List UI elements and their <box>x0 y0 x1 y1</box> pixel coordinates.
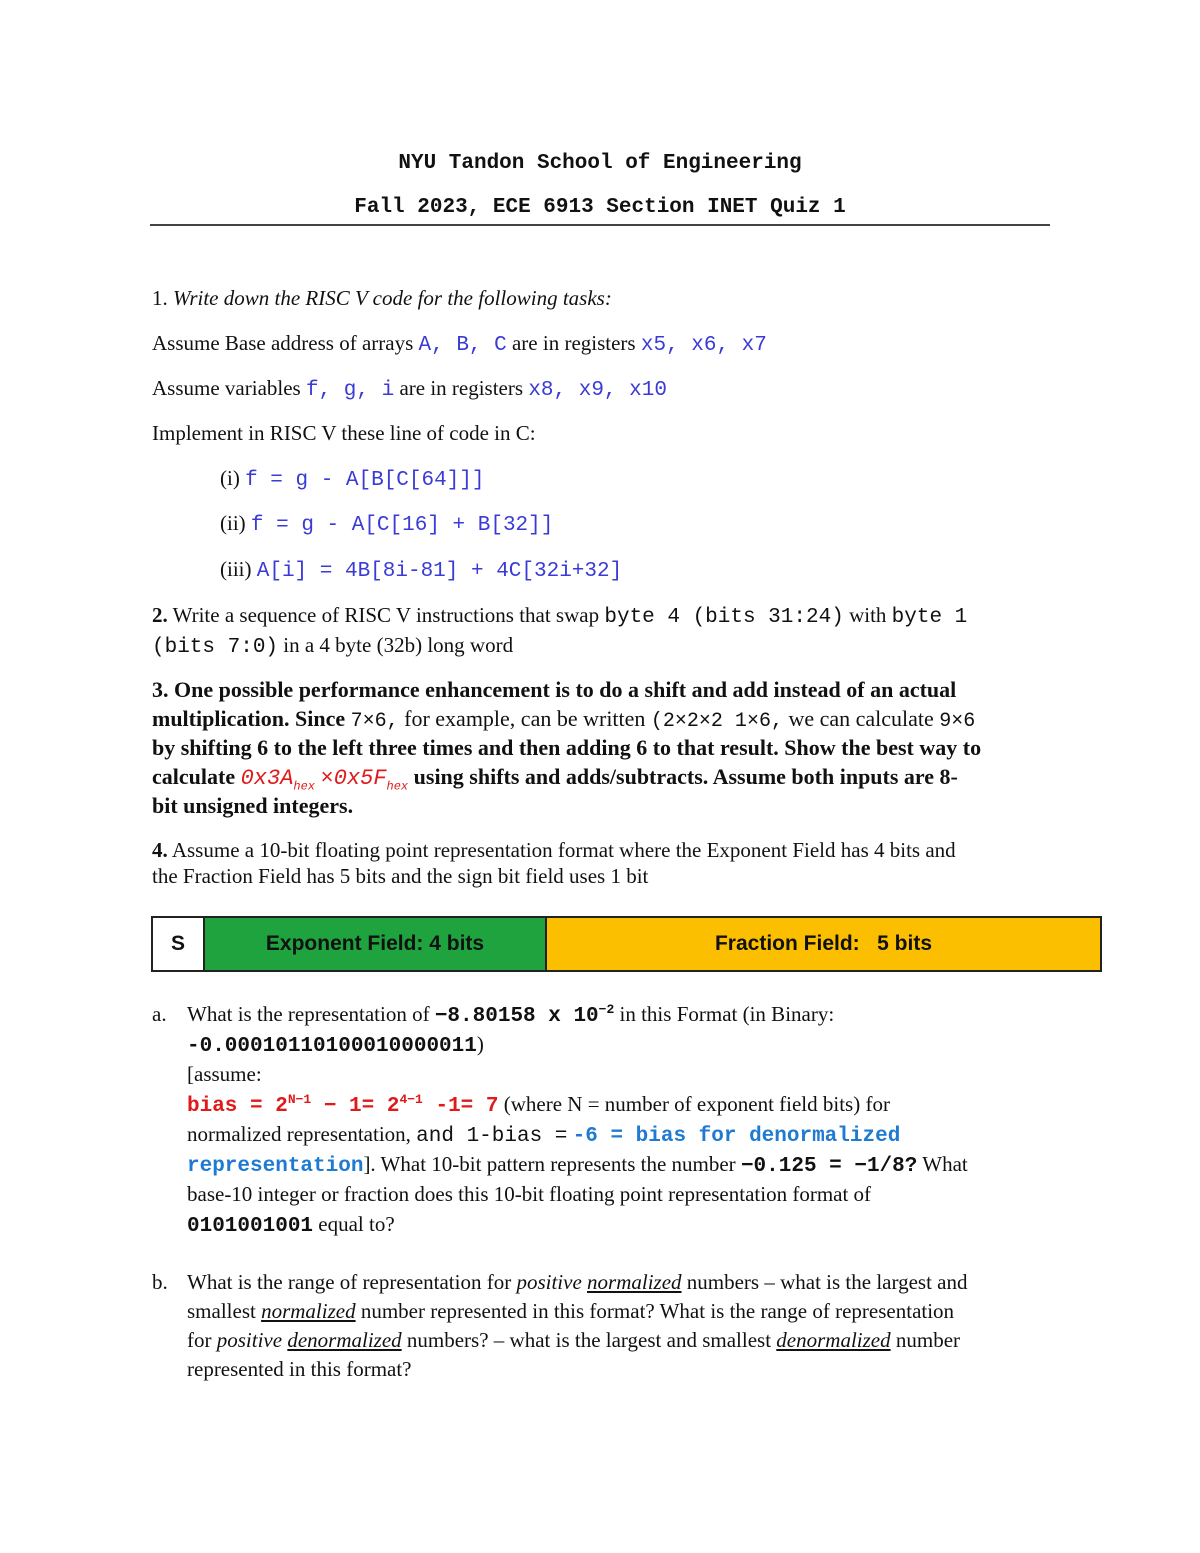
q2-line1 <box>152 603 967 629</box>
q1-vars-line <box>152 376 667 402</box>
q3-operand-a-sub: hex <box>293 779 316 794</box>
q4a-bias-part1: bias = 2 <box>187 1095 288 1118</box>
q4a-binclose: ) <box>476 1032 484 1056</box>
q4a-line1 <box>187 1002 834 1028</box>
q4a-pattern-line <box>187 1212 395 1238</box>
q3-line4a: calculate <box>152 764 236 789</box>
q4a-rep-after: ]. What 10-bit pattern represents the number <box>363 1152 736 1176</box>
q4a-assume: [assume: <box>187 1062 262 1086</box>
q4b-l3c: denormalized <box>287 1328 402 1352</box>
q4a-what: What <box>922 1152 968 1176</box>
q4a-t1: What is the representation of <box>187 1002 430 1026</box>
q2-code3: (bits 7:0) <box>152 636 279 659</box>
q3-line2e: we can calculate <box>788 706 934 731</box>
q1-item-i <box>220 466 485 492</box>
q4b-l1d: numbers – what is the largest and <box>686 1270 968 1294</box>
q4a-num: −0.125 = −1/8? <box>740 1155 918 1178</box>
q2-number: 2. <box>152 603 168 627</box>
quiz-title: Fall 2023, ECE 6913 Section INET Quiz 1 <box>354 196 846 219</box>
q4b-l2c: number represented in this format? What is the range of representation <box>360 1299 955 1323</box>
q3-operand-a-value: 0x3A <box>240 766 294 791</box>
q1-vars-code: f, g, i <box>305 379 395 402</box>
q4a-equal: equal to? <box>318 1212 395 1236</box>
q1-vars-regs: x8, x9, x10 <box>528 379 667 402</box>
q4-number: 4. <box>152 838 168 862</box>
q4b-line1 <box>187 1270 968 1295</box>
q4a-bias-after: (where N = number of exponent field bits) for <box>503 1092 890 1116</box>
q3-line2 <box>152 706 975 733</box>
q3-line4 <box>152 764 958 794</box>
q1-item-i-code: f = g - A[B[C[64]]] <box>245 469 485 492</box>
q4a-bias-formula <box>187 1092 499 1118</box>
school-title: NYU Tandon School of Engineering <box>398 152 802 175</box>
q1-item-iii-label: (iii) <box>220 557 252 581</box>
q1-vars-text: Assume variables <box>152 376 301 400</box>
q2-line2 <box>152 633 513 659</box>
q1-arrays-code: A, B, C <box>418 334 507 357</box>
q4b-l3b: positive <box>216 1328 283 1352</box>
q2-text1: Write a sequence of RISC V instructions that swap <box>172 603 600 627</box>
q4a-binary: -0.00010110100010000011 <box>187 1035 477 1058</box>
q4a-bias-exp2: 4−1 <box>399 1092 423 1107</box>
q3-line1 <box>152 677 956 703</box>
q3-line5: bit unsigned integers. <box>152 793 354 818</box>
q1-arrays-text: Assume Base address of arrays <box>152 331 414 355</box>
q3-number: 3. <box>152 677 169 702</box>
q4a-value-exponent: −2 <box>598 1002 615 1017</box>
exponent-field-cell: Exponent Field: 4 bits <box>204 917 546 971</box>
q4a-rep-line <box>187 1152 968 1178</box>
q4a-bias-part3: -1= 7 <box>422 1095 499 1118</box>
q4a-value-mantissa: −8.80158 x 10 <box>434 1005 599 1028</box>
q1-prompt <box>152 286 612 311</box>
q3-operand-b-sub: hex <box>386 779 409 794</box>
q4a-line2 <box>187 1032 484 1058</box>
header-divider <box>150 224 1050 226</box>
q4b-label: b. <box>152 1270 168 1294</box>
q4b-l1c: normalized <box>587 1270 682 1294</box>
q1-arrays-regs: x5, x6, x7 <box>640 334 767 357</box>
q4a-bias-line <box>187 1092 890 1118</box>
q4a-t2: in this Format (in Binary: <box>619 1002 835 1026</box>
fraction-field-cell: Fraction Field: 5 bits <box>546 917 1101 971</box>
q1-item-i-label: (i) <box>220 466 240 490</box>
q3-line2c: for example, can be written <box>404 706 646 731</box>
q4b-line2 <box>187 1299 954 1324</box>
q3-line3: by shifting 6 to the left three times and then adding 6 to that result. Show the best way to <box>152 735 982 760</box>
q3-operand-b-value: ×0x5F <box>320 766 387 791</box>
q1-vars-mid: are in registers <box>399 376 524 400</box>
sign-field-cell: S <box>152 917 204 971</box>
q4a-norm: normalized representation, <box>187 1122 411 1146</box>
q4a-bias-exp1: N−1 <box>287 1092 312 1107</box>
q4a-norm-line <box>187 1122 900 1148</box>
q4b-l3e: denormalized <box>776 1328 891 1352</box>
q4a-pattern: 0101001001 <box>187 1215 314 1238</box>
q1-arrays-mid: are in registers <box>511 331 636 355</box>
q1-number: 1. <box>152 286 168 310</box>
q3-line1-text: One possible performance enhancement is to do a shift and add instead of an actual <box>174 677 957 702</box>
q4b-l3f: number <box>895 1328 961 1352</box>
q4b-l1a: What is the range of representation for <box>187 1270 512 1294</box>
q1-prompt-text: Write down the RISC V code for the following tasks: <box>173 286 612 310</box>
q4b-line3 <box>187 1328 960 1353</box>
q4b-l2b: normalized <box>261 1299 356 1323</box>
q4b-l1b: positive <box>516 1270 582 1294</box>
q1-item-ii <box>220 511 553 537</box>
q2-text2: with <box>849 603 887 627</box>
q3-line2b: 7×6, <box>350 710 399 733</box>
q2-code2: byte 1 <box>891 606 968 629</box>
q4b-l2a: smallest <box>187 1299 256 1323</box>
q4-line2: the Fraction Field has 5 bits and the sign bit field uses 1 bit <box>152 864 649 888</box>
float-format-table <box>151 916 1102 972</box>
q4-line1 <box>152 838 956 863</box>
q1-item-ii-code: f = g - A[C[16] + B[32]] <box>250 514 554 537</box>
q4b-l3a: for <box>187 1328 212 1352</box>
q4a-bias-part2: − 1= 2 <box>311 1095 400 1118</box>
q1-item-ii-label: (ii) <box>220 511 246 535</box>
q1-implement-line: Implement in RISC V these line of code in C: <box>152 421 536 445</box>
q3-line2f: 9×6 <box>939 710 976 733</box>
q4a-and: and 1-bias = <box>416 1125 568 1148</box>
q2-code1: byte 4 (bits 31:24) <box>604 606 844 629</box>
q2-text3: in a 4 byte (32b) long word <box>283 633 514 657</box>
q3-line2d: (2×2×2 1×6, <box>650 710 783 733</box>
q3-line4f: using shifts and adds/subtracts. Assume both inputs are 8- <box>413 764 958 789</box>
q4b-l3d: numbers? – what is the largest and smallest <box>406 1328 772 1352</box>
q1-item-iii-code: A[i] = 4B[8i-81] + 4C[32i+32] <box>256 560 623 583</box>
q3-operand-b <box>320 766 409 794</box>
q4b-line4: represented in this format? <box>187 1357 412 1381</box>
q4a-label: a. <box>152 1002 167 1026</box>
q4a-value <box>434 1002 615 1028</box>
q4a-base10: base-10 integer or fraction does this 10-bit floating point representation format of <box>187 1182 872 1206</box>
q3-operand-a <box>240 766 316 794</box>
q4-line1-text: Assume a 10-bit floating point representation format where the Exponent Field has 4 bits and <box>171 838 956 862</box>
q4a-denorm: -6 = bias for denormalized <box>572 1125 901 1148</box>
q3-line2a: multiplication. Since <box>152 706 346 731</box>
q1-arrays-line <box>152 331 767 357</box>
q1-item-iii <box>220 557 622 583</box>
q4a-rep: representation <box>187 1155 364 1178</box>
